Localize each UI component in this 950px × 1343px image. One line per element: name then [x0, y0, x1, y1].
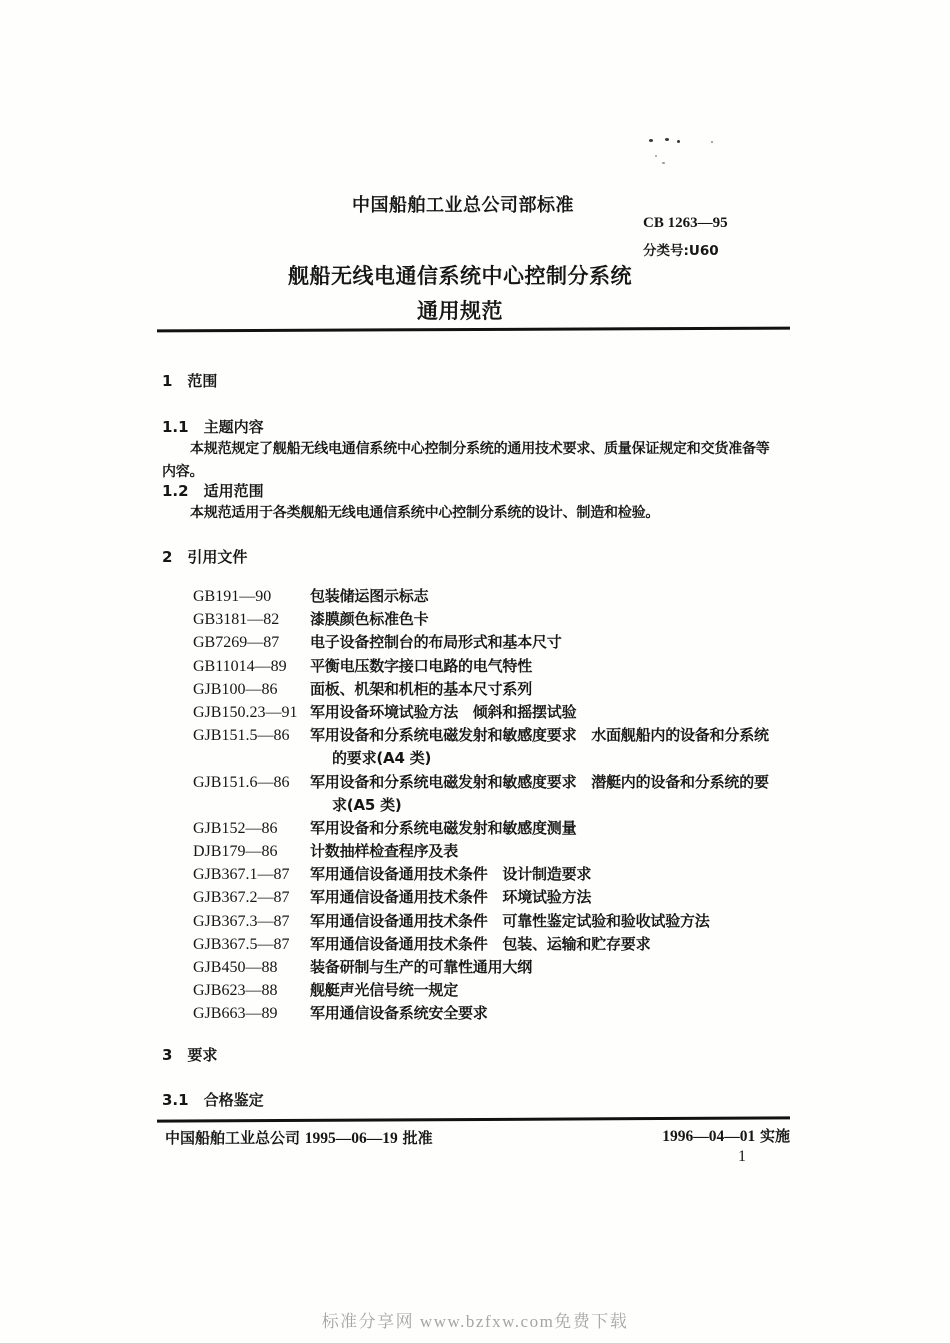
reference-title-continuation: 求(A5 类): [332, 795, 402, 814]
reference-title: 面板、机架和机柜的基本尺寸系列: [310, 679, 533, 698]
reference-title: 装备研制与生产的可靠性通用大纲: [310, 958, 533, 976]
reference-item: [193, 863, 769, 886]
approval-suffix: 批准: [402, 1129, 433, 1147]
reference-title-continuation: 的要求(A4 类): [332, 749, 432, 768]
reference-code: GB11014—89: [193, 657, 287, 675]
reference-title: 军用设备环境试验方法 倾斜和摇摆试验: [310, 702, 577, 721]
reference-item: [193, 817, 769, 840]
reference-item: [193, 724, 769, 747]
implementation-date: 1996—04—01: [662, 1128, 756, 1145]
footer-rule: [157, 1116, 790, 1122]
reference-title: 平衡电压数字接口电路的电气特性: [310, 656, 533, 675]
scan-speck: [655, 155, 657, 157]
header-rule: [157, 327, 790, 333]
reference-code: GB7269—87: [193, 634, 280, 652]
watermark-text: 标准分享网 www.bzfxw.com免费下载: [321, 1312, 629, 1331]
reference-item: [193, 956, 769, 979]
reference-code: GJB623—88: [193, 982, 278, 1000]
reference-code: GJB663—89: [193, 1005, 278, 1023]
reference-code: GJB450—88: [193, 959, 278, 976]
reference-code: GJB152—86: [193, 819, 278, 837]
reference-title: 舰艇声光信号统一规定: [310, 981, 459, 1000]
section-1-heading: 1 范围: [162, 372, 218, 390]
reference-code: GJB100—86: [193, 680, 278, 698]
reference-item: [193, 910, 769, 933]
section-1-2-body: 本规范适用于各类舰船无线电通信系统中心控制分系统的设计、制造和检验。: [190, 505, 660, 521]
reference-item: [193, 771, 769, 794]
reference-title: 军用通信设备通用技术条件 设计制造要求: [310, 865, 592, 884]
org-standard-label: 中国船舶工业总公司部标准: [352, 195, 574, 216]
reference-code: GJB151.6—86: [193, 773, 290, 791]
reference-item: [193, 655, 769, 678]
scan-speck: [677, 140, 680, 143]
approval-date: 1995—06—19: [304, 1130, 398, 1147]
reference-item: [193, 886, 769, 909]
reference-item: [193, 1002, 769, 1025]
reference-title: 军用通信设备系统安全要求: [310, 1004, 488, 1023]
page-number: 1: [738, 1148, 746, 1165]
section-1-1-heading: 1.1 主题内容: [162, 418, 264, 436]
reference-code: GB191—90: [193, 588, 272, 605]
reference-title: 军用设备和分系统电磁发射和敏感度测量: [310, 818, 577, 837]
reference-title: 军用设备和分系统电磁发射和敏感度要求 水面舰船内的设备和分系统: [310, 726, 769, 745]
reference-title: 军用通信设备通用技术条件 包装、运输和贮存要求: [310, 934, 651, 953]
references-list: [193, 585, 769, 1026]
section-2-heading: 2 引用文件: [162, 548, 248, 566]
standard-number: CB 1263—95: [643, 215, 728, 231]
reference-item: [193, 678, 769, 701]
section-3-heading: 3 要求: [162, 1046, 218, 1064]
reference-item: [193, 631, 769, 654]
reference-title: 漆膜颜色标准色卡: [310, 610, 429, 629]
reference-title: 军用通信设备通用技术条件 环境试验方法: [310, 888, 592, 907]
section-3-1-heading: 3.1 合格鉴定: [162, 1091, 264, 1109]
reference-item: [193, 585, 769, 608]
section-1-1-body-line2: 内容。: [162, 464, 204, 480]
scan-speck: [649, 139, 653, 142]
section-1-2-heading: 1.2 适用范围: [162, 482, 264, 500]
document-title-line2: 通用规范: [417, 299, 503, 323]
reference-code: GJB367.5—87: [193, 935, 290, 953]
reference-code: GJB367.3—87: [193, 912, 290, 930]
reference-code: GJB367.1—87: [193, 866, 290, 884]
classification-number: 分类号:U60: [643, 243, 719, 259]
section-1-1-body-line1: 本规范规定了舰船无线电通信系统中心控制分系统的通用技术要求、质量保证规定和交货准备等: [190, 441, 770, 457]
reference-item: [193, 701, 769, 724]
document-title-line1: 舰船无线电通信系统中心控制分系统: [288, 264, 632, 288]
reference-code: GJB150.23—91: [193, 703, 298, 721]
reference-code: GJB151.5—86: [193, 727, 290, 745]
scan-speck: [662, 162, 665, 164]
reference-title: 军用设备和分系统电磁发射和敏感度要求 潜艇内的设备和分系统的要: [310, 772, 769, 791]
scan-speck: [711, 141, 713, 143]
implementation-suffix: 实施: [759, 1127, 790, 1145]
reference-code: DJB179—86: [193, 843, 278, 861]
implementation-statement: [490, 1125, 790, 1146]
reference-title: 军用通信设备通用技术条件 可靠性鉴定试验和验收试验方法: [310, 911, 710, 930]
approval-statement: [165, 1127, 433, 1148]
reference-code: GJB367.2—87: [193, 889, 290, 907]
reference-code: GB3181—82: [193, 611, 280, 629]
reference-title: 电子设备控制台的布局形式和基本尺寸: [310, 633, 562, 652]
reference-item: [193, 840, 769, 863]
approval-org: 中国船舶工业总公司: [165, 1129, 301, 1147]
reference-item: [193, 933, 769, 956]
reference-item: [193, 979, 769, 1002]
scan-speck: [665, 138, 669, 141]
reference-title: 包装储运图示标志: [310, 587, 429, 605]
reference-title: 计数抽样检查程序及表: [310, 842, 459, 861]
reference-item: [193, 608, 769, 631]
